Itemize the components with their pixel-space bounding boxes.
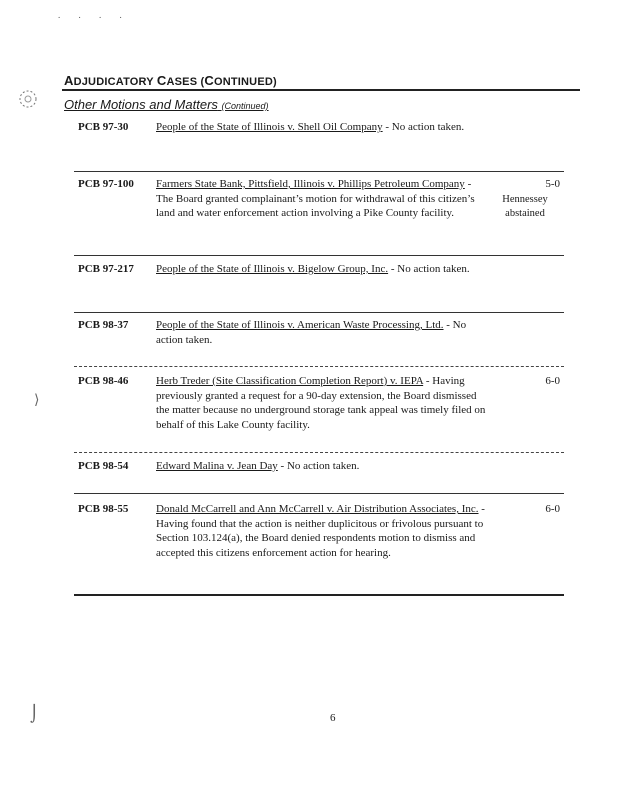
- case-title: Herb Treder (Site Classification Completion Report) v. IEPA: [156, 375, 424, 387]
- subsection-title: Other Motions and Matters (Continued): [64, 97, 269, 112]
- case-divider: [74, 255, 564, 256]
- vote-count: 5-0: [545, 178, 560, 190]
- case-number: PCB 98-46: [78, 375, 129, 387]
- case-title: People of the State of Illinois v. American Waste Processing, Ltd.: [156, 319, 444, 331]
- case-summary: - No action taken.: [277, 460, 360, 472]
- section-end-rule: [74, 594, 564, 596]
- case-divider: [74, 452, 564, 453]
- case-title: Donald McCarrell and Ann McCarrell v. Air Distribution Associates, Inc.: [156, 503, 479, 515]
- vote-note: Hennessey abstained: [502, 194, 548, 219]
- case-divider: [74, 366, 564, 367]
- page-number: 6: [330, 712, 336, 724]
- case-title: People of the State of Illinois v. Bigelow Group, Inc.: [156, 263, 389, 275]
- case-text: [156, 318, 492, 347]
- section-title: ADJUDICATORY CASES (CONTINUED): [64, 73, 277, 88]
- case-summary: - No action taken.: [156, 319, 467, 346]
- case-number: PCB 98-55: [78, 503, 129, 515]
- case-summary: - Having found that the action is neither duplicitous or frivolous pursuant to Section 103.124(a), the Board denied respondents motion to dismiss and accepted this citizens enforcement action for hearing.: [156, 503, 485, 559]
- subsection-note: (Continued): [221, 101, 269, 111]
- case-divider: [74, 312, 564, 313]
- scan-specks: . . . .: [58, 10, 130, 20]
- margin-bracket-icon: ⟩: [34, 392, 40, 408]
- case-summary: - Having previously granted a request for a 90-day extension, the Board dismissed the matter because no underground storage tank appeal was timely filed on behalf of this Lake County facility.: [156, 375, 486, 431]
- case-number: PCB 98-54: [78, 460, 129, 472]
- case-text: [156, 177, 486, 221]
- margin-hook-icon: ⌡: [30, 704, 39, 723]
- case-text: [156, 120, 486, 135]
- seal-mark-icon: [16, 88, 42, 110]
- case-text: [156, 262, 486, 277]
- case-text: [156, 374, 486, 432]
- case-summary: - No action taken.: [382, 121, 465, 133]
- case-divider: [74, 493, 564, 494]
- case-title: People of the State of Illinois v. Shell Oil Company: [156, 121, 383, 133]
- case-number: PCB 97-30: [78, 121, 129, 133]
- case-summary: - No action taken.: [388, 263, 470, 275]
- case-title: Farmers State Bank, Pittsfield, Illinois v. Phillips Petroleum Company: [156, 178, 465, 190]
- section-rule: [62, 89, 580, 91]
- case-text: [156, 502, 486, 560]
- case-divider: [74, 171, 564, 172]
- case-title: Edward Malina v. Jean Day: [156, 460, 278, 472]
- case-number: PCB 97-217: [78, 263, 134, 275]
- vote-count: 6-0: [545, 503, 560, 515]
- case-summary: - The Board granted complainant’s motion for withdrawal of this citizen’s land and water enforcement action involving a Pike County facility.: [156, 178, 475, 220]
- vote-count: 6-0: [545, 375, 560, 387]
- case-number: PCB 98-37: [78, 319, 129, 331]
- case-number: PCB 97-100: [78, 178, 134, 190]
- case-text: [156, 459, 486, 474]
